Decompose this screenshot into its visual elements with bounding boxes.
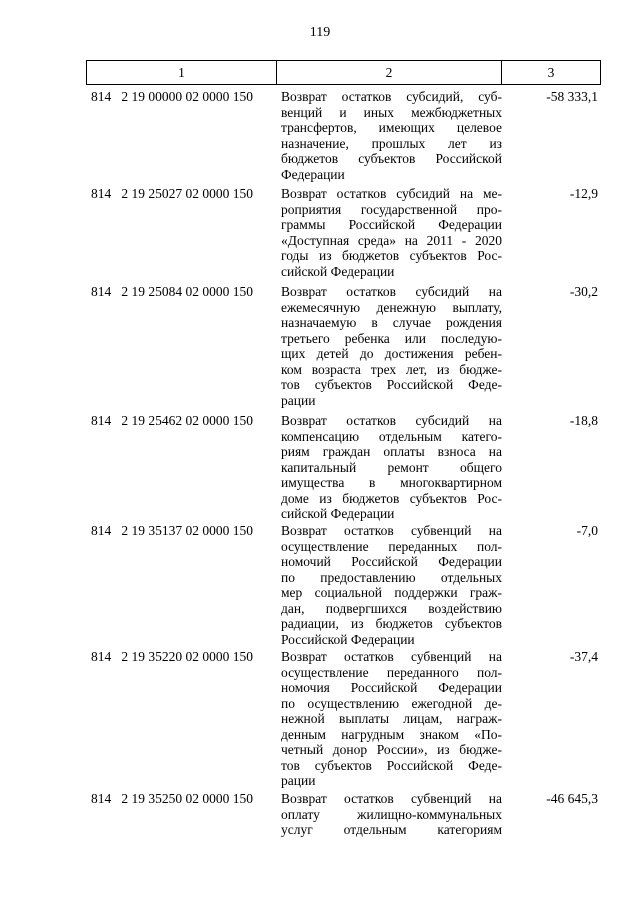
amount-value: -37,4 [569,649,598,664]
description-line: дан, подвергшихся воздействию [281,600,502,616]
description-line: Возврат остатков субвенций на [281,649,502,664]
description-line: бюджетов субъектов Российской [281,151,502,166]
description-line: денным нагрудным знаком «По- [281,726,502,742]
description-line: радиации, из бюджетов субъектов [281,616,502,631]
description-line: Федерации [281,166,345,182]
revenue-description [281,284,502,408]
description-line: щих детей до достижения ребен- [281,346,502,361]
description-line: риям граждан оплаты взноса на [281,444,502,459]
revenue-description [281,89,502,182]
revenue-description [281,649,502,789]
description-line: «Доступная среда» на 2011 - 2020 [281,232,502,248]
budget-code: 814 2 19 25027 02 0000 150 [91,186,253,201]
description-line: трансфертов, имеющих целевое [281,120,502,135]
revenue-description [281,523,502,647]
description-line: рации [281,392,316,408]
description-line: четный донор России», из бюдже- [281,742,502,757]
budget-code: 814 2 19 35220 02 0000 150 [91,649,253,664]
column-header-2: 2 [277,61,502,85]
description-line: оплату жилищно-коммунальных [281,806,502,822]
description-line: рации [281,773,316,788]
revenue-description [281,791,502,838]
description-line: номочия Российской Федерации [281,680,502,695]
description-line: номочий Российской Федерации [281,554,502,569]
budget-code: 814 2 19 35137 02 0000 150 [91,523,253,538]
description-line: сийской Федерации [281,263,395,279]
description-line: нежной выплаты лицам, награж- [281,711,502,726]
description-line: граммы Российской Федерации [281,217,502,232]
page-number: 119 [309,25,331,40]
amount-value: -46 645,3 [546,791,598,806]
amount-value: -18,8 [569,413,598,428]
description-line: осуществление переданных пол- [281,538,502,554]
description-line: роприятия государственной про- [281,201,502,217]
column-header-1: 1 [87,61,277,85]
description-line: Российской Федерации [281,631,415,647]
description-line: тов субъектов Российской Феде- [281,757,502,773]
description-line: тов субъектов Российской Феде- [281,377,502,392]
budget-code: 814 2 19 35250 02 0000 150 [91,791,253,806]
description-line: Возврат остатков субсидий на [281,284,502,299]
budget-code: 814 2 19 25084 02 0000 150 [91,284,253,299]
description-line: осуществление переданного пол- [281,664,502,680]
description-line: назначение, прошлых лет из [281,135,502,151]
amount-value: -12,9 [569,186,598,201]
column-header-3: 3 [502,61,601,85]
description-line: имущества в многоквартирном [281,475,502,490]
description-line: Возврат остатков субсидий на [281,413,502,428]
description-line: ком возраста трех лет, из бюдже- [281,361,502,377]
description-line: сийской Федерации [281,506,395,521]
amount-value: -7,0 [576,523,598,538]
description-line: мер социальной поддержки граж- [281,585,502,600]
description-line: венций и иных межбюджетных [281,104,502,120]
amount-value: -30,2 [569,284,598,299]
description-line: Возврат остатков субсидий, суб- [281,89,502,104]
revenue-description [281,186,502,279]
revenue-description [281,413,502,522]
description-line: Возврат остатков субвенций на [281,791,502,806]
description-line: годы из бюджетов субъектов Рос- [281,248,502,263]
budget-code: 814 2 19 25462 02 0000 150 [91,413,253,428]
description-line: услуг отдельным категориям [281,822,502,837]
description-line: третьего ребенка или последую- [281,330,502,346]
amount-value: -58 333,1 [546,89,598,104]
description-line: ежемесячную денежную выплату, [281,299,502,315]
description-line: назначаемую в случае рождения [281,315,502,330]
budget-code: 814 2 19 00000 02 0000 150 [91,89,253,104]
description-line: по осуществлению ежегодной де- [281,695,502,711]
table-header [86,60,601,85]
description-line: по предоставлению отдельных [281,569,502,585]
description-line: Возврат остатков субвенций на [281,523,502,538]
description-line: капитальный ремонт общего [281,459,502,475]
description-line: доме из бюджетов субъектов Рос- [281,490,502,506]
description-line: Возврат остатков субсидий на ме- [281,186,502,201]
description-line: компенсацию отдельным катего- [281,428,502,444]
